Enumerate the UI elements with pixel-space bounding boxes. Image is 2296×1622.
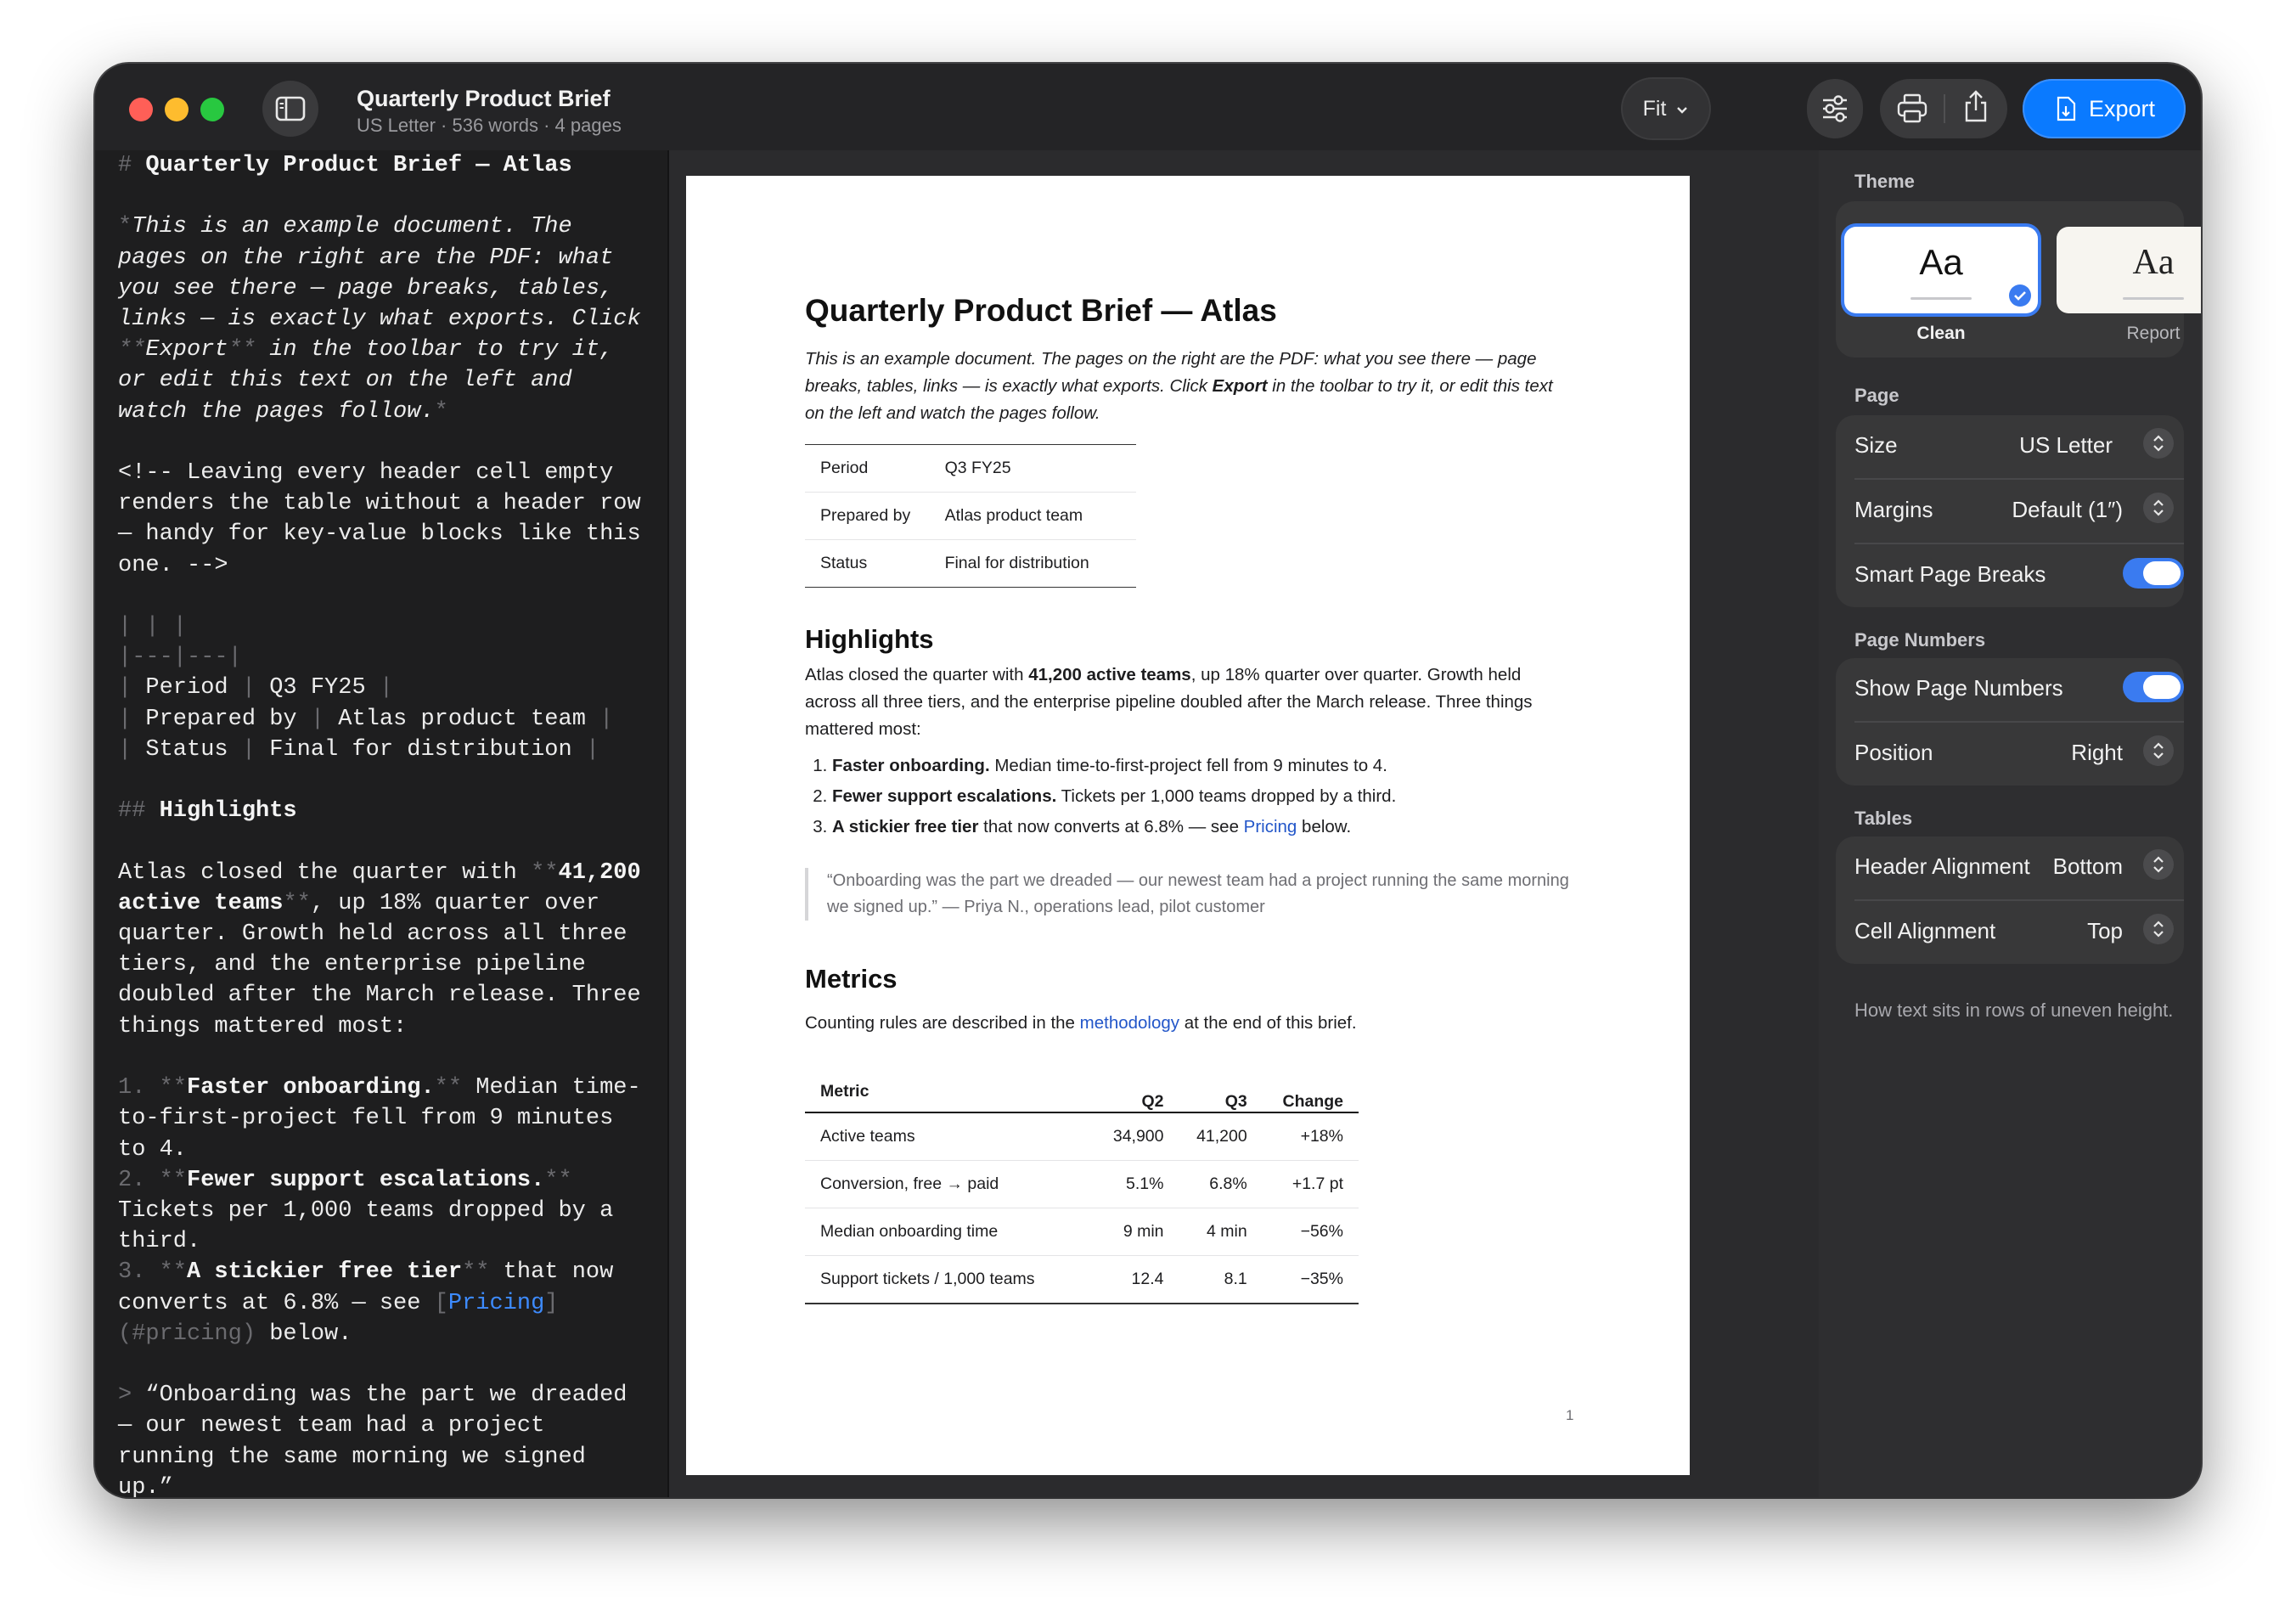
up-down-chevron-icon bbox=[2152, 854, 2165, 875]
theme-label-report: Report bbox=[2126, 324, 2181, 343]
size-select[interactable]: US Letter bbox=[2019, 432, 2113, 458]
margins-label: Margins bbox=[1854, 497, 1933, 522]
size-label: Size bbox=[1854, 432, 1898, 458]
blockquote: “Onboarding was the part we dreaded — our newest team had a project running the same morning we signed up.” — Priya N., operations lead, pilot customer bbox=[805, 868, 1574, 921]
document-title: Quarterly Product Brief bbox=[357, 86, 611, 111]
highlights-paragraph: Atlas closed the quarter with 41,200 active teams, up 18% quarter over quarter. Growth held across all three tiers, and the enterprise pipeline doubled after the March release. Three things mattered most: bbox=[805, 665, 1533, 739]
document-info: US Letter · 536 words · 4 pages bbox=[357, 115, 622, 136]
sliders-icon bbox=[1818, 92, 1852, 126]
table-row: Median onboarding time 9 min 4 min −56% bbox=[805, 1208, 1359, 1256]
tables-group bbox=[1836, 836, 2184, 964]
md-heading-1: Quarterly Product Brief — Atlas bbox=[145, 153, 572, 178]
up-down-chevron-icon bbox=[2152, 919, 2165, 939]
cell-alignment-stepper[interactable] bbox=[2143, 914, 2174, 944]
preview-title: Quarterly Product Brief — Atlas bbox=[805, 293, 1277, 328]
show-page-numbers-toggle[interactable] bbox=[2123, 672, 2184, 702]
table-row: Conversion, free → paid 5.1% 6.8% +1.7 pt bbox=[805, 1161, 1359, 1208]
theme-group bbox=[1836, 201, 2184, 358]
export-label: Export bbox=[2089, 96, 2156, 121]
document-export-icon bbox=[2055, 96, 2077, 121]
title-bar bbox=[95, 64, 1725, 150]
highlights-heading: Highlights bbox=[805, 624, 934, 654]
cell-alignment-select[interactable]: Top bbox=[2087, 918, 2123, 943]
zoom-label: Fit bbox=[1642, 97, 1667, 121]
printer-icon[interactable] bbox=[1895, 92, 1929, 126]
zoom-window-button[interactable] bbox=[200, 98, 224, 121]
metrics-heading: Metrics bbox=[805, 964, 898, 994]
smart-page-breaks-toggle[interactable] bbox=[2123, 558, 2184, 589]
zoom-menu-button[interactable] bbox=[1623, 79, 1709, 138]
preview-page bbox=[686, 176, 1690, 1475]
markdown-editor[interactable] bbox=[95, 150, 667, 1497]
theme-card-report[interactable]: Aa bbox=[2057, 227, 2201, 313]
position-select[interactable]: Right bbox=[2071, 740, 2123, 765]
page-numbers-section-label: Page Numbers bbox=[1854, 629, 1986, 650]
page-numbers-group bbox=[1836, 658, 2184, 786]
toolbar-divider bbox=[1944, 94, 1945, 123]
sidebar-toggle-icon bbox=[275, 95, 306, 122]
table-row: Active teams 34,900 41,200 +18% bbox=[805, 1112, 1359, 1161]
toggle-sidebar-button[interactable] bbox=[262, 81, 318, 137]
cell-alignment-label: Cell Alignment bbox=[1854, 918, 1996, 943]
highlights-list bbox=[805, 751, 1579, 842]
page-section-label: Page bbox=[1854, 385, 1899, 406]
table-row: Support tickets / 1,000 teams 12.4 8.1 −35% bbox=[805, 1256, 1359, 1304]
position-stepper[interactable] bbox=[2143, 735, 2174, 766]
margins-stepper[interactable] bbox=[2143, 493, 2174, 523]
page-number: 1 bbox=[1566, 1407, 1574, 1423]
preview-intro: This is an example document. The pages on the right are the PDF: what you see there — page breaks, tables, links — is exactly what exports. Click Export in the toolbar to try it, or edit this text on the left and watch the pages follow. bbox=[805, 349, 1553, 423]
key-value-table bbox=[805, 444, 1136, 588]
theme-label-clean: Clean bbox=[1916, 324, 1966, 343]
header-alignment-label: Header Alignment bbox=[1854, 853, 2030, 879]
print-share-group bbox=[1880, 79, 2007, 138]
header-alignment-stepper[interactable] bbox=[2143, 849, 2174, 880]
table-row: Status Final for distribution bbox=[805, 540, 1136, 588]
list-item: 2. Fewer support escalations. Tickets per 1,000 teams dropped by a third. bbox=[832, 781, 1579, 812]
list-item: 3. A stickier free tier that now converts at 6.8% — see Pricing below. bbox=[832, 812, 1579, 842]
inspector-panel bbox=[1819, 150, 2201, 1497]
methodology-link[interactable]: methodology bbox=[1079, 1013, 1180, 1033]
up-down-chevron-icon bbox=[2152, 498, 2165, 518]
pricing-link[interactable]: Pricing bbox=[1243, 817, 1297, 836]
margins-select[interactable]: Default (1″) bbox=[2012, 497, 2123, 522]
smart-page-breaks-label: Smart Page Breaks bbox=[1854, 561, 2046, 587]
table-row: Period Q3 FY25 bbox=[805, 445, 1136, 493]
chevron-down-icon bbox=[1675, 105, 1689, 115]
export-button[interactable] bbox=[2023, 79, 2186, 138]
cell-alignment-hint: How text sits in rows of uneven height. bbox=[1854, 1000, 2174, 1021]
checkmark-icon bbox=[2009, 284, 2031, 307]
up-down-chevron-icon bbox=[2152, 433, 2165, 453]
inspector-toggle-button[interactable] bbox=[1807, 79, 1863, 138]
share-icon[interactable] bbox=[1959, 88, 1993, 126]
metrics-table bbox=[805, 1054, 1359, 1304]
theme-section-label: Theme bbox=[1854, 171, 1915, 192]
list-item: 1. Faster onboarding. Median time-to-first-project fell from 9 minutes to 4. bbox=[832, 751, 1579, 781]
minimize-window-button[interactable] bbox=[165, 98, 189, 121]
page-settings-group bbox=[1836, 415, 2184, 607]
table-header-row: Metric Q2 Q3 Change bbox=[805, 1054, 1359, 1112]
theme-card-clean[interactable]: Aa bbox=[1844, 227, 2038, 313]
close-window-button[interactable] bbox=[129, 98, 153, 121]
position-label: Position bbox=[1854, 740, 1933, 765]
show-page-numbers-label: Show Page Numbers bbox=[1854, 675, 2063, 701]
app-window bbox=[95, 64, 2201, 1497]
size-stepper[interactable] bbox=[2143, 428, 2174, 459]
pdf-preview[interactable] bbox=[669, 150, 1819, 1497]
table-row: Prepared by Atlas product team bbox=[805, 493, 1136, 540]
metrics-paragraph: Counting rules are described in the methodology at the end of this brief. bbox=[805, 1013, 1357, 1033]
tables-section-label: Tables bbox=[1854, 808, 1913, 829]
up-down-chevron-icon bbox=[2152, 741, 2165, 761]
header-alignment-select[interactable]: Bottom bbox=[2052, 853, 2123, 879]
markdown-source[interactable]: # Quarterly Product Brief — Atlas *This is an example document. The pages on the right are the PDF: what you see there — page breaks, tables, links — is exactly what exports. Click **Export** in the toolbar to try it, or edit this text on the left and watch the pages follow.* <!-- Leaving every header cell empty renders the table without a header row — handy for key-value blocks like this one. --> | | | |---|---| | Period | Q3 FY25 | | Prepared by | Atlas product team | | Status | Final for distribution | ## Highlights Atlas closed the quarter with **41,200 active teams**, up 18% quarter over quarter. Growth held across all three tiers, and the enterprise pipeline doubled after the March release. Three things mattered most: 1. **Faster onboarding.** Median time- to-first-project fell from 9 minutes to 4. 2. **Fewer support escalations.** Tickets per 1,000 teams dropped by a third. 3. **A stickier free tier** that now converts at 6.8% — see [Pricing] (#pricing) below. > “Onboarding was the part we dreaded — our newest team had a project running the same morning we signed up.” bbox=[118, 153, 641, 1497]
